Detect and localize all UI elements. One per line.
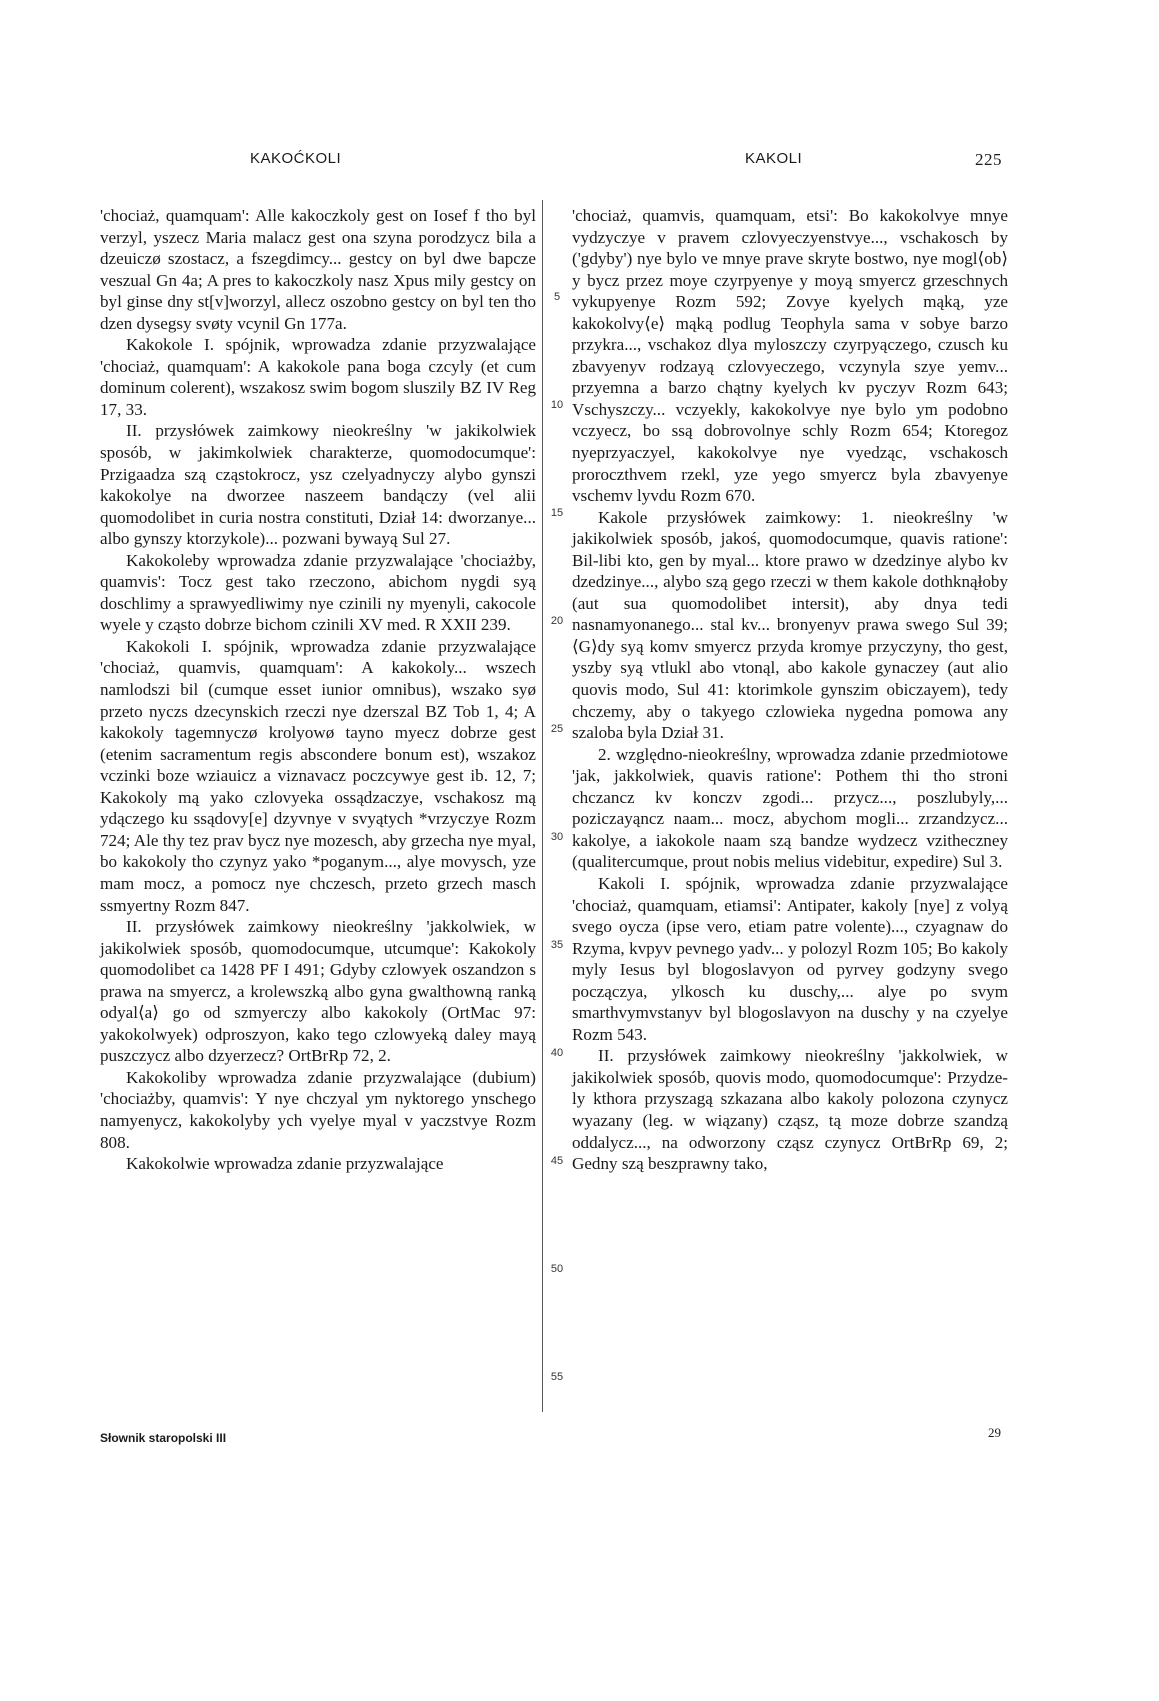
entry-paragraph: Kakokolwie wprowadza zdanie przyzwalające: [126, 1154, 444, 1174]
line-number: 55: [550, 1371, 564, 1383]
entry-paragraph: 'chociaż, quamvis, quamquam, etsi': Bo kakokolvye mnye vydzyczye v pravem czlovyeczyenstvye..., vschakosch by ('gdyby') nye bylo ve mnye prave skryte bostwo, nye mogl⟨ob⟩y bycz przez moye czyrpyenye y moyą smyercz grzeschnych vykupyenye Rozm 592; Zovye kyelych mąką, yze kakokolvy⟨e⟩ mąką podlug Teophyla sama v sobye barzo przykra..., vschakoz dlya myloszczy czyrpyączego, czusch ku zbavyenyv rodzayą czlovyeczego, vczynyla szye yemv... przyemna a barzo chątny kyelych kv pyczyv Rozm 643; Vschyszczy... vczyekly, kakokolvye nye bylo ym podobno vczyecz, bo ssą dobrovolnye schly Rozm 654; Ktoregoz nyeprzyaczyel, kakokolvye nye vyedząc, vschakosch proroczthvem rzekl, yze yego smyercz byla zbavyenye vschemv lyvdu Rozm 670.: [572, 206, 1008, 506]
line-number: 25: [550, 723, 564, 735]
entry-paragraph: II. przysłówek zaimkowy nieokreślny 'jakkolwiek, w jakikolwiek sposób, quomodocumque, utcumque': Kakokoly quomodolibet ca 1428 PF I 491; Gdyby czlowyek oszandzon s prawa na smyercz, a krolewszką albo gyna gwalthowną ranką odyal⟨a⟩ go od szmyerczy albo kakokoly (OrtMac 97: yakokolwyek) odproszyon, kako tego czlowyeką daley mayą puszczycz albo dzyerzecz? OrtBrRp 72, 2.: [100, 917, 536, 1066]
entry-paragraph: II. przysłówek zaimkowy nieokreślny 'jakkolwiek, w jakikolwiek sposób, quovis modo, quomodocumque': Przydze-ly kthora przyszagą szkazana albo kakoly polozona czynycz wyazany (leg. w wiązany) cząsz, tą moze dobrze szandzą oddalycz..., na odworzony cząsz czynycz OrtBrRp 69, 2; Gedny szą beszprawny tako,: [572, 1046, 1008, 1174]
entry-paragraph: II. przysłówek zaimkowy nieokreślny 'w jakikolwiek sposób, w jakimkolwiek charakterze, quomodocumque': Przigaadza szą cząstokrocz, ysz czelyadnyczy alybo gynszi kakokolye na dworzee naszeem bandączy (vel alii quomodolibet in curia nostra constituti, Dział 14: dworzanye... albo gynszy ktorzykole)... pozwani bywayą Sul 27.: [100, 421, 536, 549]
entry-paragraph: Kakokole I. spójnik, wprowadza zdanie przyzwalające 'chociaż, quamquam': A kakokole pana boga czcyly (et cum dominum colerent), wszakosz swim bogom sluszily BZ IV Reg 17, 33.: [100, 335, 536, 419]
line-number: 35: [550, 939, 564, 951]
entry-paragraph: Kakokoleby wprowadza zdanie przyzwalające 'chociażby, quamvis': Tocz gest tako rzeczono, abichom nygdi syą doschlimy a sprawyedliwimy nye czinili ny myenyli, cakocole wyele y cząsto dobrze bichom czinili XV med. R XXII 239.: [100, 550, 536, 635]
line-number: 45: [550, 1155, 564, 1167]
footer-title: Słownik staropolski III: [100, 1431, 227, 1445]
entry-paragraph: 'chociaż, quamquam': Alle kakoczkoly gest on Iosef f tho byl verzyl, yszecz Maria malacz gest ona szyna porodzycz bila a dzeuiczø szostacz, a fszegdimcy... gestcy on byl dwe bapcze veszual Gn 4a; A pres to kakoczkoly nasz Xpus mily gestcy on byl ginse dny st[v]worzyl, allecz oszobno gestcy on byl ten tho dzen dysegsy svøty vcynil Gn 177a.: [100, 206, 536, 333]
entry-paragraph: Kakole przysłówek zaimkowy: 1. nieokreślny 'w jakikolwiek sposób, jakoś, quomodocumque, quavis ratione': Bil-libi kto, gen by myal... ktore prawo w dzedzinye alybo kv dzedzinye..., alybo szą gego rzeczi w them kakole dothknąłoby (aut sua quomodolibet intersit), aby dnya tedi nasnamyonanego... stal kv... bronyenyv prawa swego Sul 39; ⟨G⟩dy syą komv smyercz przyda kromye przyczyny, tho gest, yszby syą vtlukl abo vtonąl, abo kakole gynaczey (aut alio quovis modo, Sul 41: ktorimkole gynszim obiczayem), tedy chczemy, aby o takyego czlowieka nygedna pomowa any szaloba byla Dział 31.: [572, 507, 1008, 743]
line-number: 50: [550, 1263, 564, 1275]
line-number: 10: [550, 399, 564, 411]
line-number: 5: [553, 291, 561, 303]
entry-paragraph: Kakokoliby wprowadza zdanie przyzwalające (dubium) 'chociażby, quamvis': Y nye chczyal ym nyktorego ynschego namyenycz, kakokolyby ych vyelye myal v yaczstvye Rozm 808.: [100, 1067, 536, 1152]
entry-paragraph: 2. względno-nieokreślny, wprowadza zdanie przedmiotowe 'jak, jakkolwiek, quavis ratione': Pothem thi tho stroni chczancz kv konczv zgodi... przycz..., poszlubyly,... poziczayąncz naam... mocz, abychom mogli... zrzandzycz... kakolye, a iakokole naam szą bandze wydzecz vzitheczney (qualitercumque, prout nobis melius videbitur, expedire) Sul 3.: [572, 744, 1008, 872]
signature-number: 29: [988, 1425, 1001, 1440]
column-divider: [542, 200, 543, 1412]
line-number: 40: [550, 1047, 564, 1059]
running-head-right: KAKOLI: [745, 150, 803, 167]
entry-paragraph: Kakokoli I. spójnik, wprowadza zdanie przyzwalające 'chociaż, quamvis, quamquam': A kakokoly... wszech namlodszi bil (cumque esset iunior omnibus), wszako syø przeto nyczs dzecynskich rzeczi nye dzerszal BZ Tob 1, 4; A kakokoly tagemnyczø krolyowø tayno myecz dobrze gest (etenim sacramentum regis abscondere bonum est), wszakoz vczinki boze wziauicz a viznavacz poczcywye gest ib. 12, 7; Kakokoly mą yako czlovyeka ossądzaczye, vschakosz mą ydączego ku ssądovy[e] dzyvnye v svyątych *vrzyczye Rozm 724; Ale thy tez prav bycz nye mozesch, aby grzecha nye myal, bo kakokoly tho czynyz yako *poganym..., alye movysch, yze mam mocz, a pomocz nye chczesch, przeto grzech masch ssmyertny Rozm 847.: [100, 636, 536, 915]
line-number: 30: [550, 831, 564, 843]
running-head-left: KAKOĆKOLI: [250, 150, 342, 167]
left-column: [100, 205, 536, 1175]
line-number: 15: [550, 507, 564, 519]
line-number: 20: [550, 615, 564, 627]
entry-paragraph: Kakoli I. spójnik, wprowadza zdanie przyzwalające 'chociaż, quamquam, etiamsi': Antipater, kakoly [nye] z volyą svego oycza (ipse vero, etiam patre volente)..., czyagnaw do Rzyma, kvpyv pevnego yadv... y polozyl Rozm 105; Bo kakoly myly Iesus byl blogoslavyon od pyrvey godzyny svego począczya, ylkosch ku duschy,... alye po svym smarthvymvstanyv byl blogoslavyon na duschy y na czyelye Rozm 543.: [572, 873, 1008, 1044]
page-number: 225: [975, 150, 1002, 169]
right-column: [572, 205, 1008, 1175]
